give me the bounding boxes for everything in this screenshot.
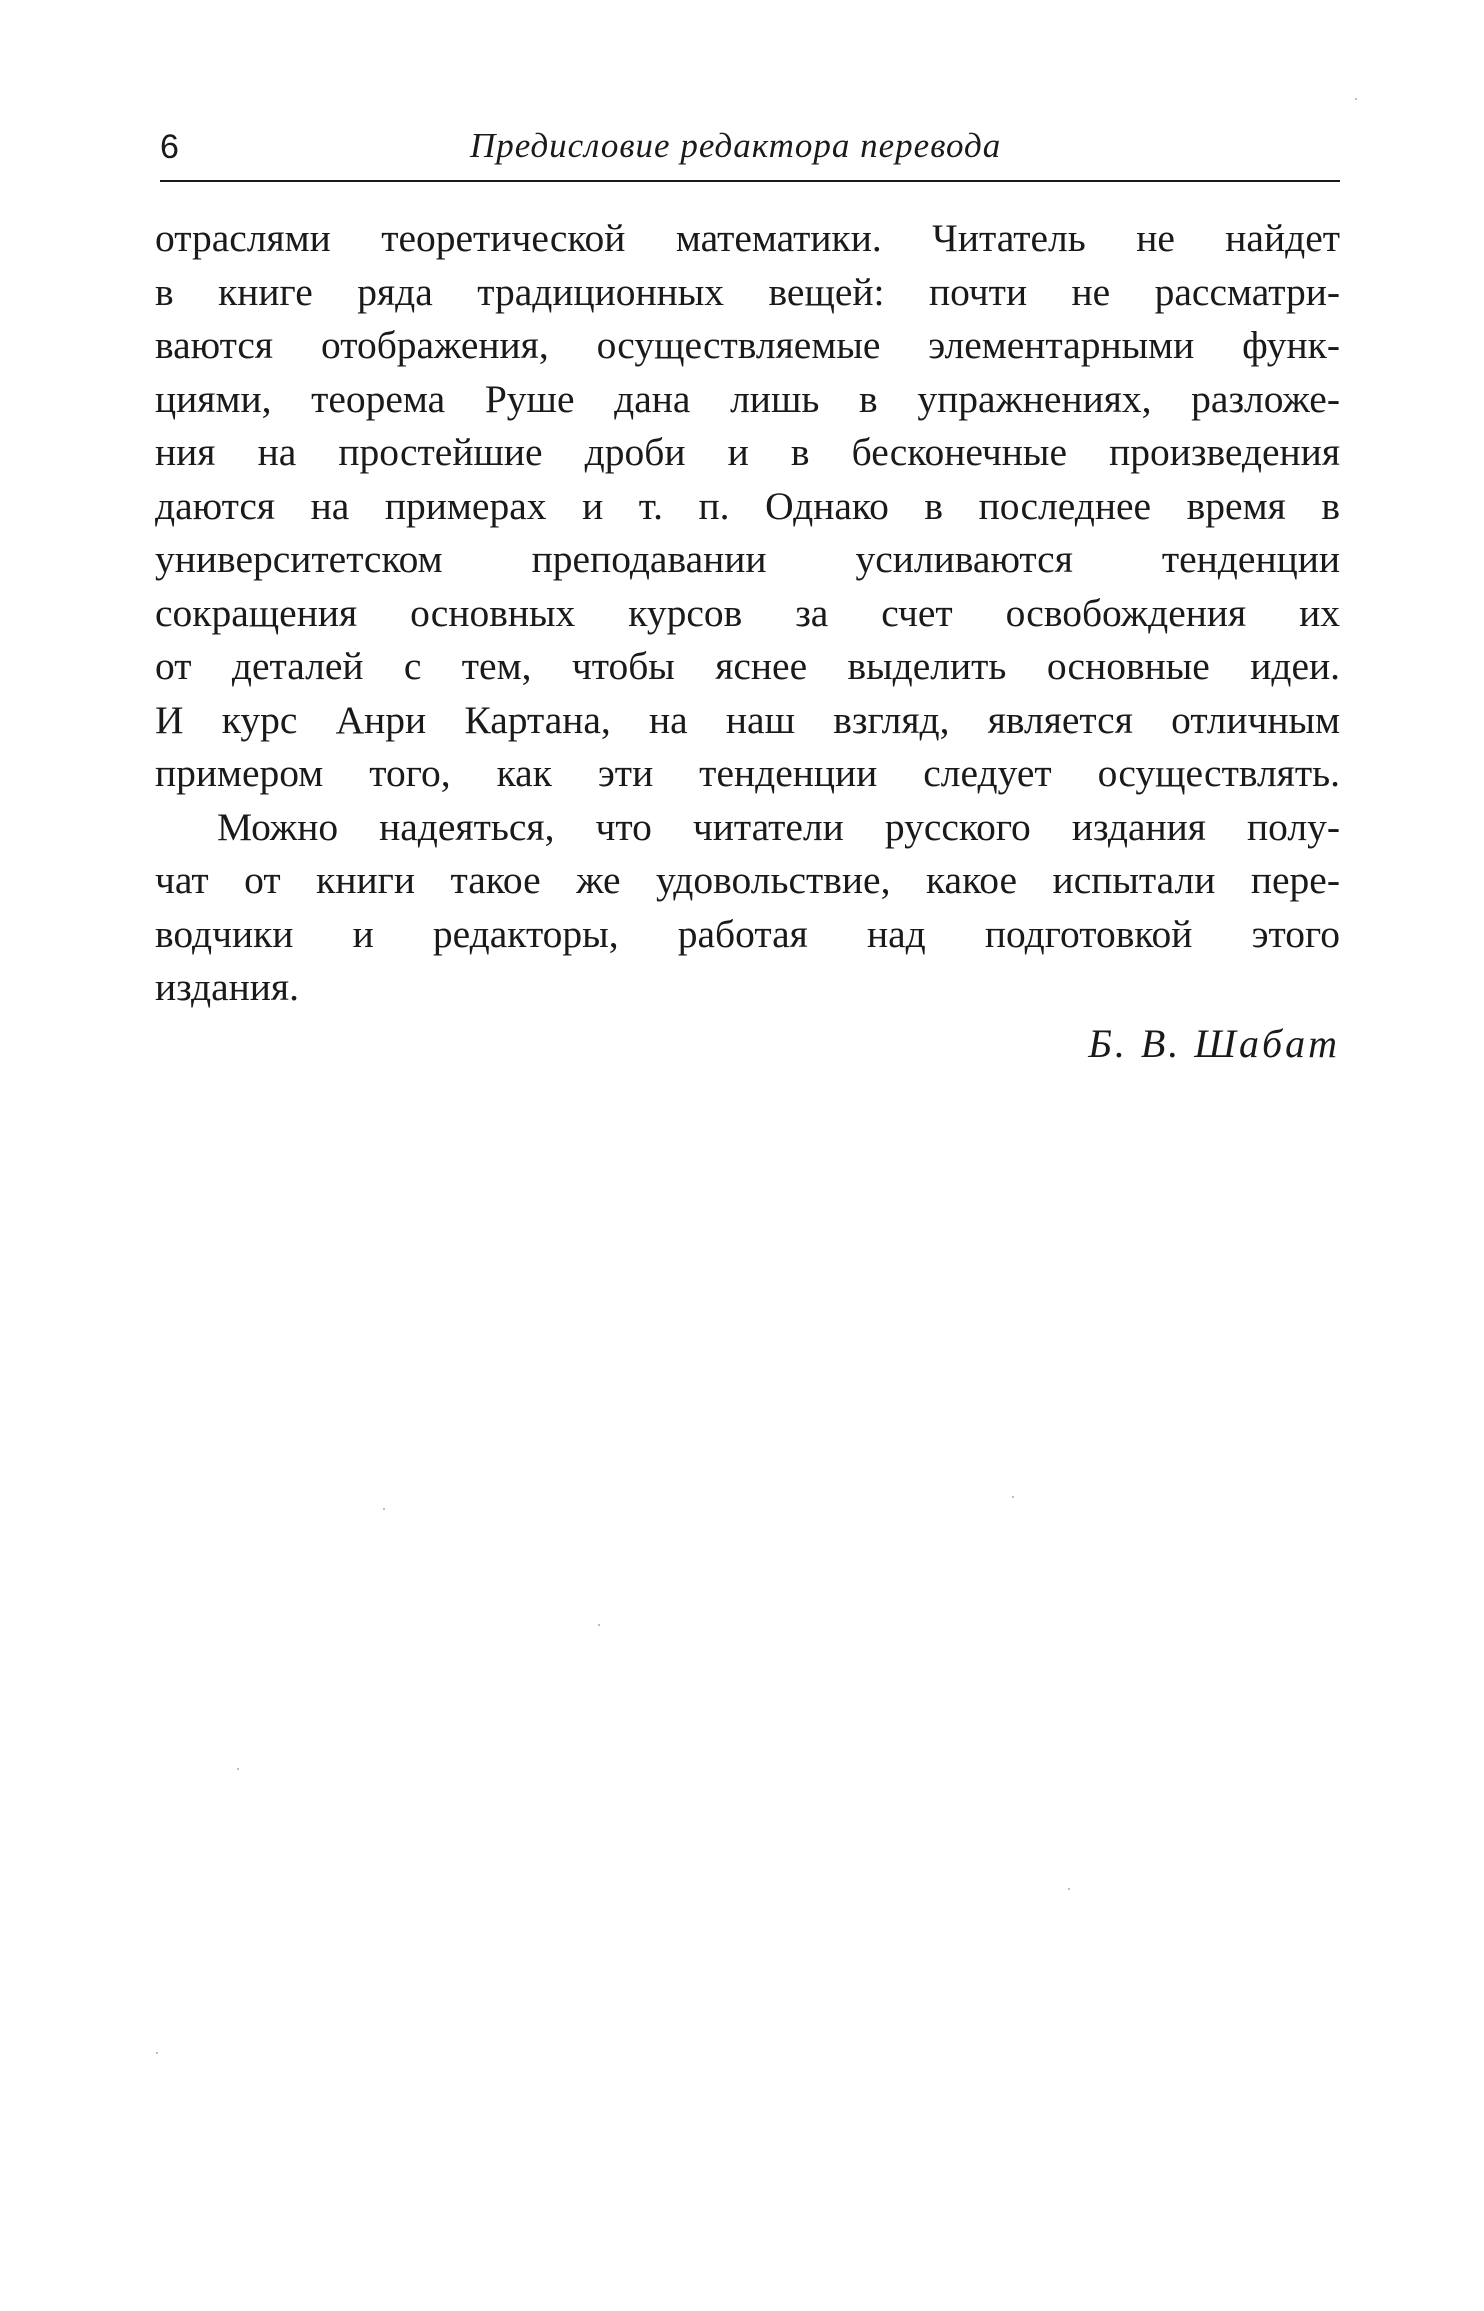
text-line: И курс Анри Картана, на наш взгляд, является отличным: [155, 697, 1340, 742]
scan-speck: [1012, 1496, 1014, 1498]
scan-speck: [156, 2052, 158, 2054]
scan-speck: [598, 1624, 600, 1626]
text-line: Можно надеяться, что читатели русского издания полу-: [217, 804, 1340, 849]
text-line: даются на примерах и т. п. Однако в последнее время в: [155, 483, 1340, 528]
text-line: чат от книги такое же удовольствие, какое испытали пере-: [155, 858, 1340, 902]
scan-speck: [1068, 1888, 1070, 1890]
body-text: [155, 212, 1340, 1015]
scan-speck: [1355, 98, 1357, 100]
scan-speck: [383, 1508, 385, 1510]
text-line: циями, теорема Руше дана лишь в упражнениях, разложе-: [155, 376, 1340, 421]
text-line: сокращения основных курсов за счет освобождения их: [155, 590, 1340, 635]
text-line: ваются отображения, осуществляемые элементарными функ-: [155, 323, 1340, 367]
text-line: издания.: [155, 965, 299, 1009]
text-line: ния на простейшие дроби и в бесконечные произведения: [155, 430, 1340, 474]
scan-speck: [237, 1768, 239, 1770]
text-line: отраслями теоретической математики. Читатель не найдет: [155, 216, 1340, 260]
page-header: [160, 120, 1340, 182]
text-line: примером того, как эти тенденции следует осуществлять.: [155, 751, 1340, 795]
page-number: 6: [160, 128, 179, 166]
text-line: в книге ряда традиционных вещей: почти не рассматри-: [155, 269, 1340, 314]
text-line: от деталей с тем, чтобы яснее выделить основные идеи.: [155, 644, 1340, 688]
paragraph-1: [155, 212, 1340, 801]
text-line: водчики и редакторы, работая над подготовкой этого: [155, 911, 1340, 956]
paragraph-2: [155, 801, 1340, 1015]
signature: Б. В. Шабат: [1088, 1021, 1340, 1066]
running-head: Предисловие редактора перевода: [470, 126, 1002, 165]
text-line: университетском преподавании усиливаются тенденции: [155, 537, 1340, 581]
